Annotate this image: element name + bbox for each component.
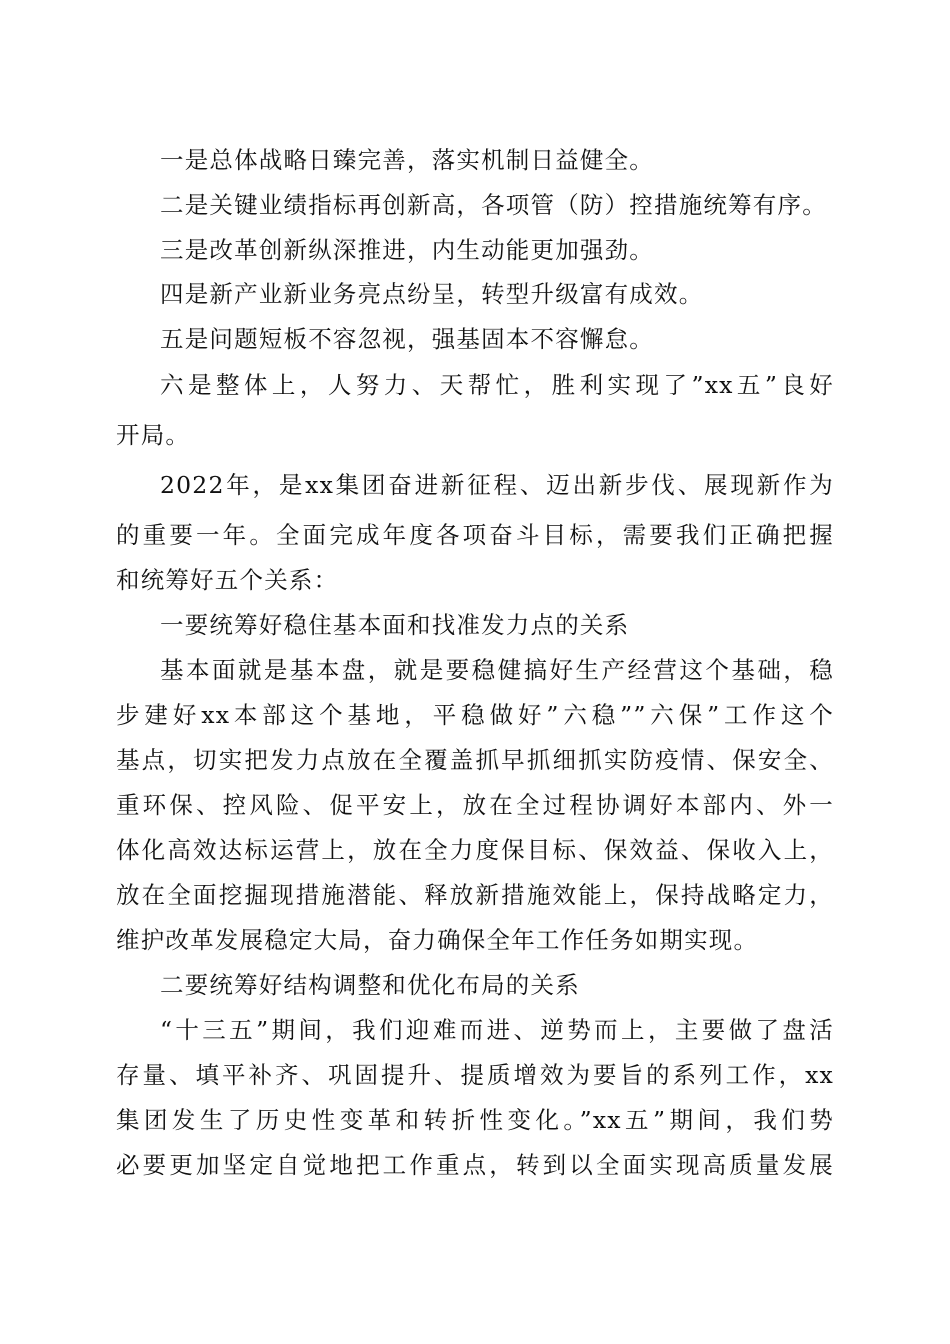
paragraph-line: 体化高效达标运营上，放在全力度保目标、保效益、保收入上， xyxy=(116,836,834,864)
paragraph-line: 的重要一年。全面完成年度各项奋斗目标，需要我们正确把握 xyxy=(116,521,834,549)
paragraph-line: 和统筹好五个关系： xyxy=(116,566,339,594)
paragraph-line: 放在全面挖掘现措施潜能、释放新措施效能上，保持战略定力， xyxy=(116,881,834,909)
paragraph-line: 集团发生了历史性变革和转折性变化。”xx五”期间，我们势 xyxy=(116,1106,834,1134)
paragraph-line: 一要统筹好稳住基本面和找准发力点的关系 xyxy=(160,611,630,639)
paragraph-line: 步建好xx本部这个基地，平稳做好”六稳””六保”工作这个 xyxy=(116,701,834,729)
paragraph-line: 基本面就是基本盘，就是要稳健搞好生产经营这个基础，稳 xyxy=(160,656,834,684)
paragraph-line: 存量、填平补齐、巩固提升、提质增效为要旨的系列工作，xx xyxy=(116,1061,834,1089)
paragraph-line: 开局。 xyxy=(116,421,191,449)
paragraph-line: 一是总体战略日臻完善，落实机制日益健全。 xyxy=(160,146,654,174)
paragraph-line: 二是关键业绩指标再创新高，各项管（防）控措施统筹有序。 xyxy=(160,191,827,219)
paragraph-line: 五是问题短板不容忽视，强基固本不容懈怠。 xyxy=(160,325,654,353)
paragraph-line: 2022年，是xx集团奋进新征程、迈出新步伐、展现新作为 xyxy=(160,471,834,499)
paragraph-line: 三是改革创新纵深推进，内生动能更加强劲。 xyxy=(160,236,654,264)
paragraph-line: 维护改革发展稳定大局，奋力确保全年工作任务如期实现。 xyxy=(116,926,759,954)
paragraph-line: “十三五”期间，我们迎难而进、逆势而上，主要做了盘活 xyxy=(160,1016,834,1044)
paragraph-line: 四是新产业新业务亮点纷呈，转型升级富有成效。 xyxy=(160,280,704,308)
paragraph-line: 基点，切实把发力点放在全覆盖抓早抓细抓实防疫情、保安全、 xyxy=(116,746,834,774)
paragraph-line: 六是整体上，人努力、天帮忙，胜利实现了”xx五”良好 xyxy=(160,371,834,399)
paragraph-line: 必要更加坚定自觉地把工作重点，转到以全面实现高质量发展 xyxy=(116,1151,834,1179)
paragraph-line: 二要统筹好结构调整和优化布局的关系 xyxy=(160,971,580,999)
paragraph-line: 重环保、控风险、促平安上，放在全过程协调好本部内、外一 xyxy=(116,791,834,819)
